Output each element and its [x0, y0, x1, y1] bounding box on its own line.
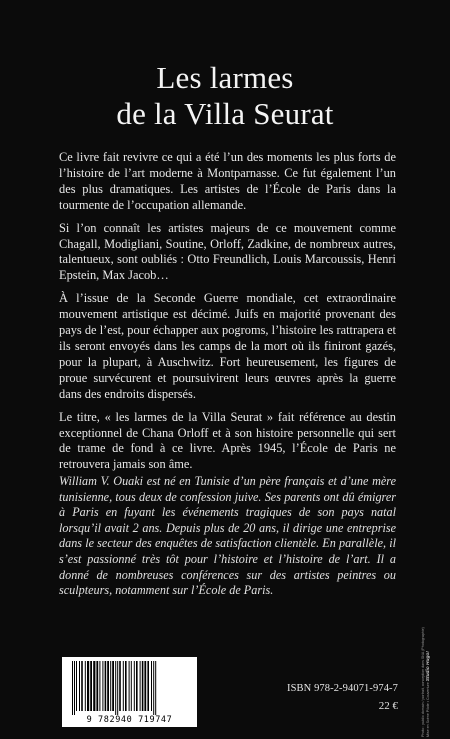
price: 22 € — [378, 700, 398, 712]
barcode-bar — [90, 661, 92, 711]
barcode-bar — [117, 661, 118, 715]
barcode-bar — [102, 661, 103, 711]
barcode-bar — [142, 661, 144, 711]
book-title-line-2: de la Villa Seurat — [116, 96, 334, 131]
barcode-bars — [70, 661, 189, 715]
barcode-bar — [134, 661, 135, 711]
barcode-bar — [153, 661, 154, 715]
barcode-bar — [144, 661, 146, 711]
barcode — [62, 657, 197, 727]
book-title-line-1: Les larmes — [156, 60, 294, 95]
barcode-bar — [81, 661, 83, 711]
barcode-bar — [105, 661, 107, 711]
barcode-bar — [72, 661, 73, 715]
isbn: ISBN 978-2-94071-974-7 — [287, 683, 398, 694]
barcode-bar — [131, 661, 132, 711]
barcode-bar — [79, 661, 80, 711]
barcode-bar — [74, 661, 75, 715]
barcode-bar — [119, 661, 121, 711]
blurb — [59, 150, 396, 480]
publisher-logo: Studio Hugo! — [426, 651, 431, 682]
blurb-paragraph-4: Le titre, « les larmes de la Villa Seurat » fait référence au destin exceptionnel de Chana Orloff et à son histoire personnelle qui sert de trame de fond à ce livre. Après 1945, l’École de Paris ne retrouvera jamais son âme. — [59, 409, 396, 472]
barcode-bar — [115, 661, 116, 715]
barcode-bar — [93, 661, 95, 711]
blurb-paragraph-1: Ce livre fait revivre ce qui a été l’un des moments les plus forts de l’histoire de l’art moderne à Montparnasse. Ce fut également l’un des plus dramatiques. Les artistes de l’École de Paris dans la tourmente de l’occupation allemande. — [59, 150, 396, 212]
barcode-bar — [110, 661, 111, 711]
credit-line-2: Mise en Scène Pilote • Couverture — [426, 682, 430, 737]
barcode-bar — [107, 661, 109, 711]
barcode-bar — [99, 661, 100, 711]
barcode-bar — [129, 661, 130, 711]
barcode-bar — [136, 661, 138, 711]
blurb-paragraph-2: Si l’on connaît les artistes majeurs de ce mouvement comme Chagall, Modigliani, Soutine, Orloff, Zadkine, de nombreux autres, talentueux, sont oubliés : Otto Freundlich, Louis Marcoussis, Henri Epstein, Max Jacob… — [59, 220, 396, 283]
barcode-bar — [140, 661, 141, 711]
barcode-bar — [147, 661, 149, 711]
barcode-bar — [151, 661, 152, 711]
barcode-bar — [125, 661, 127, 711]
blurb-paragraph-3: À l’issue de la Seconde Guerre mondiale, cet extraordinaire mouvement artistique est décimé. Juifs en majorité provenant des pays de l’est, pour échapper aux pogroms, l’histoire les rattrapera et ils seront envoyés dans les camps de la mort où ils finiront gazés, pour la plupart, à Auschwitz. Fort heureusement, les figures de proue survécurent et poursuivirent leurs œuvres après la guerre dans des endroits dispersés. — [59, 291, 396, 401]
barcode-bar — [76, 661, 77, 711]
barcode-digits: 9 782940 719747 — [86, 715, 173, 725]
author-bio: William V. Ouaki est né en Tunisie d’un père français et d’une mère tunisienne, tous deux de confession juive. Ses parents ont dû émigrer à Paris en fuyant les événements tragiques de son pays natal lorsqu’il avait 2 ans. Depuis plus de 20 ans, il dirige une entreprise dans le secteur des enquêtes de satisfaction clientèle. En parallèle, il s’est passionné très tôt pour l’histoire et l’histoire de l’art. Il a donné de nombreuses conférences sur des artistes peintres ou sculpteurs, notamment sur l’École de Paris. — [59, 474, 396, 598]
barcode-bar — [85, 661, 86, 711]
barcode-bar — [123, 661, 124, 711]
barcode-bar — [155, 661, 156, 715]
barcode-bar — [87, 661, 89, 711]
credit-line-1: Photo : public domain / portrait, conception dans SNA (Photographie) — [421, 627, 425, 737]
barcode-bar — [112, 661, 114, 711]
cover-credit — [421, 597, 441, 737]
barcode-bar — [96, 661, 98, 711]
